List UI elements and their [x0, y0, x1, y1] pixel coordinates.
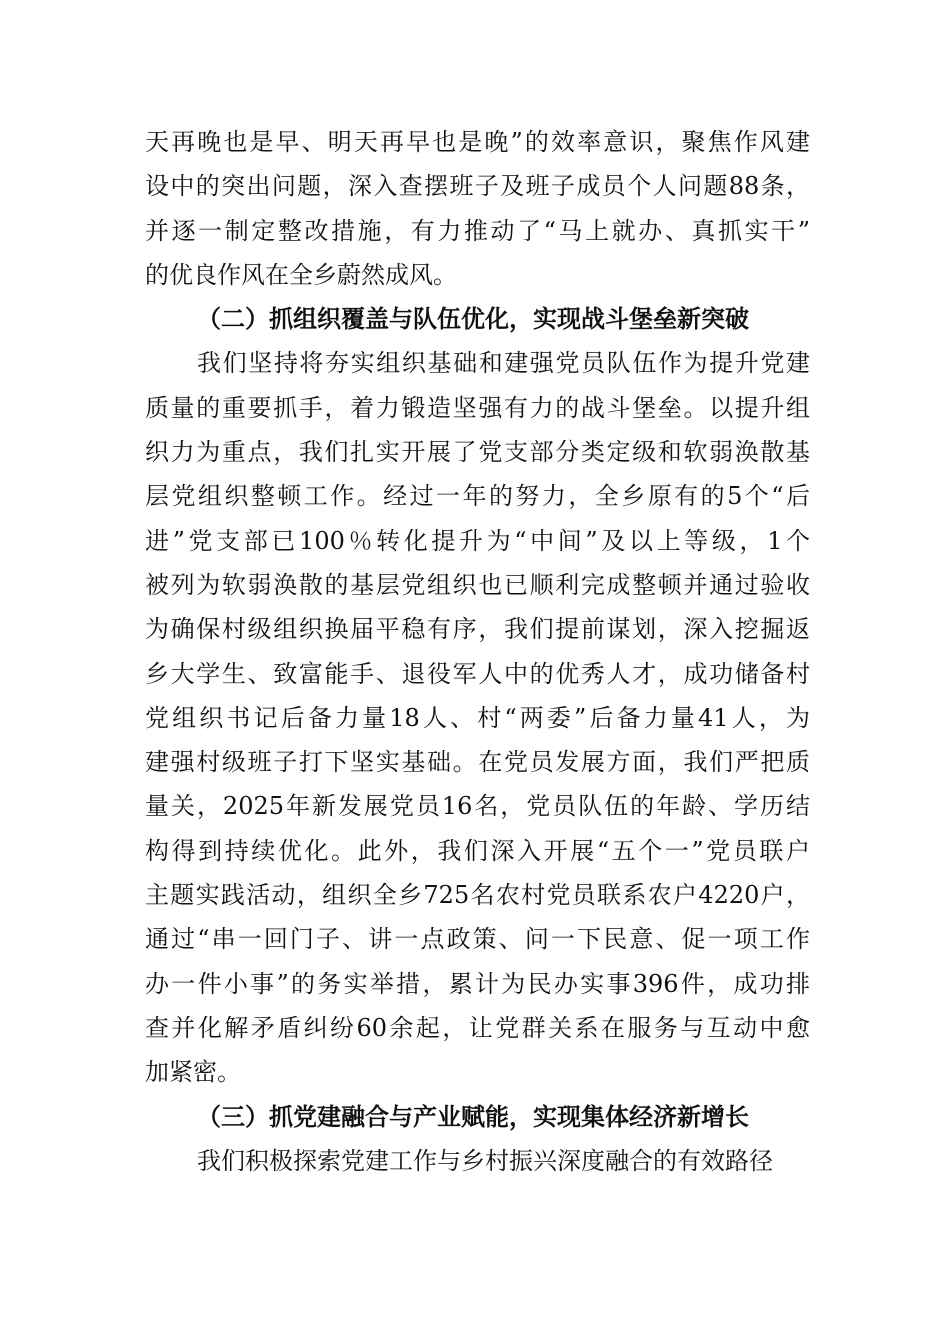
paragraph-line: 进”党支部已100％转化提升为“中间”及以上等级，1个: [145, 526, 810, 555]
paragraph-line: 我们坚持将夯实组织基础和建强党员队伍作为提升党建: [197, 349, 810, 378]
paragraph-line: 天再晚也是早、明天再早也是晚”的效率意识，聚焦作风建: [145, 128, 810, 156]
paragraph-line: 加紧密。: [145, 1058, 241, 1087]
paragraph-line: 乡大学生、致富能手、退役军人中的优秀人才，成功储备村: [145, 659, 810, 688]
paragraph-line: 质量的重要抓手，着力锻造坚强有力的战斗堡垒。以提升组: [145, 393, 810, 422]
paragraph-line: 被列为软弱涣散的基层党组织也已顺利完成整顿并通过验收: [145, 570, 810, 599]
paragraph-line: 主题实践活动，组织全乡725名农村党员联系农户4220户，: [145, 881, 810, 910]
paragraph-line: 通过“串一回门子、讲一点政策、问一下民意、促一项工作: [145, 925, 810, 954]
paragraph-line: 查并化解矛盾纠纷60余起，让党群关系在服务与互动中愈: [145, 1013, 810, 1042]
paragraph-line: 量关，2025年新发展党员16名，党员队伍的年龄、学历结: [145, 792, 810, 821]
paragraph-line: 设中的突出问题，深入查摆班子及班子成员个人问题88条，: [145, 172, 810, 201]
paragraph-line: 的优良作风在全乡蔚然成风。: [145, 260, 457, 289]
paragraph-line: 层党组织整顿工作。经过一年的努力，全乡原有的5个“后: [145, 482, 810, 511]
paragraph-line: 党组织书记后备力量18人、村“两委”后备力量41人，为: [145, 703, 810, 732]
paragraph-line: 并逐一制定整改措施，有力推动了“马上就办、真抓实干”: [145, 216, 810, 245]
paragraph-line: 我们积极探索党建工作与乡村振兴深度融合的有效路径: [197, 1146, 773, 1175]
paragraph-line: 办一件小事”的务实举措，累计为民办实事396件，成功排: [145, 969, 810, 998]
paragraph-line: 建强村级班子打下坚实基础。在党员发展方面，我们严把质: [145, 748, 810, 777]
document-body: [145, 120, 810, 1183]
paragraph-line: 为确保村级组织换届平稳有序，我们提前谋划，深入挖掘返: [145, 615, 810, 644]
section-heading-3: （三）抓党建融合与产业赋能，实现集体经济新增长: [197, 1101, 749, 1131]
paragraph-line: 织力为重点，我们扎实开展了党支部分类定级和软弱涣散基: [145, 438, 810, 467]
paragraph-line: 构得到持续优化。此外，我们深入开展“五个一”党员联户: [145, 836, 810, 865]
section-heading-2: （二）抓组织覆盖与队伍优化，实现战斗堡垒新突破: [197, 304, 749, 334]
